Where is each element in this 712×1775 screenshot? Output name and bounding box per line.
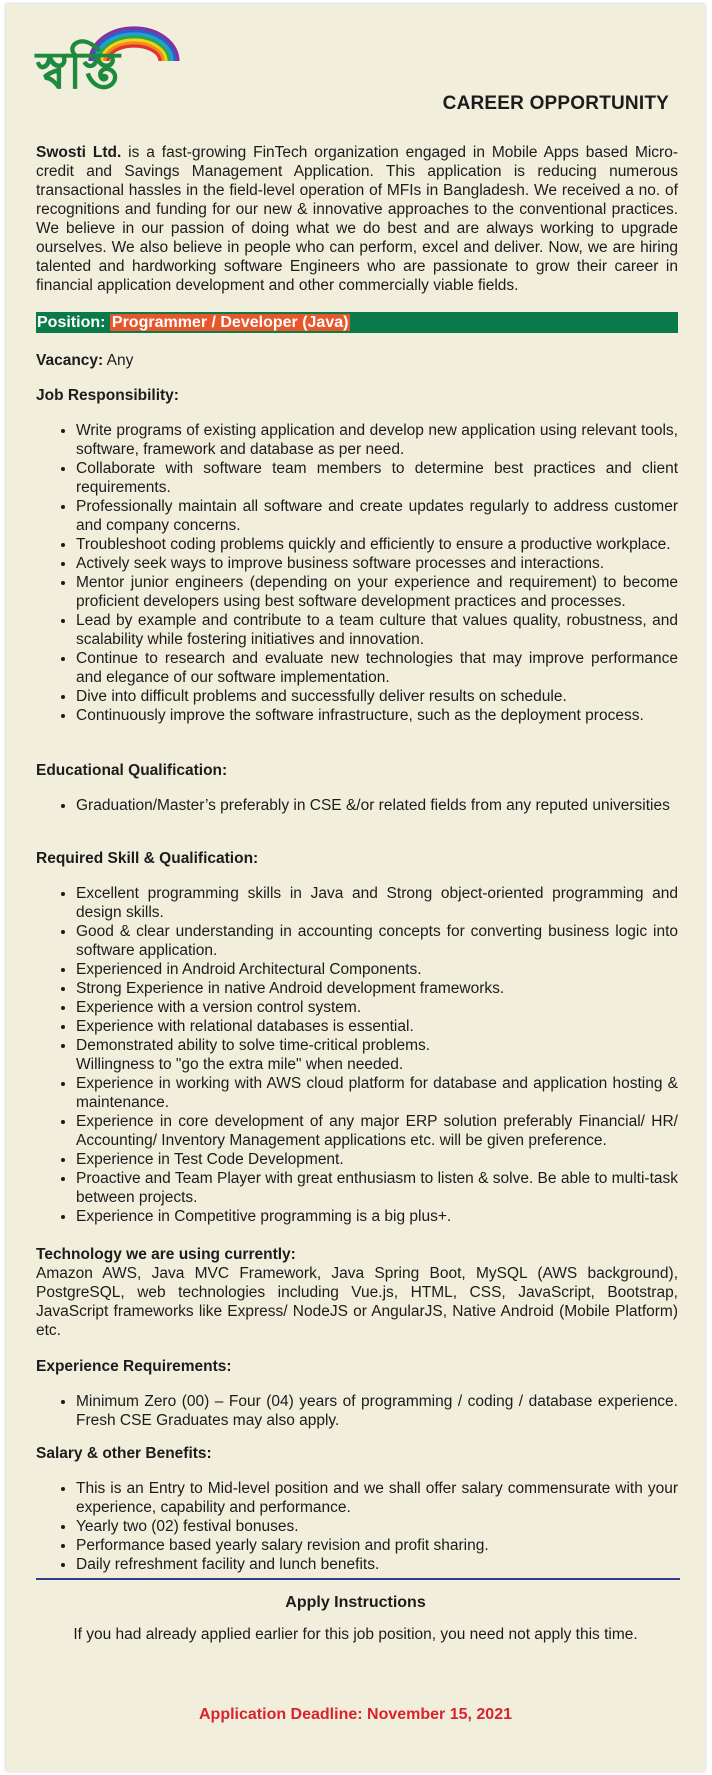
position-bar [36,312,678,333]
list-item: • Proactive and Team Player with great enthusiasm to listen & solve. Be able to multi-task between projects. [76,1169,678,1207]
list-item: • Collaborate with software team members to determine best practices and client requirements. [76,459,678,497]
list-item: • This is an Entry to Mid-level position and we shall offer salary commensurate with your experience, capability and performance. [76,1479,678,1517]
section-heading: Salary & other Benefits: [36,1445,212,1462]
vacancy-line [36,351,678,370]
section-heading: Technology we are using currently: [36,1246,296,1263]
list-item: • Experienced in Android Architectural Components. [76,960,678,979]
list-item: • Dive into difficult problems and successfully deliver results on schedule. [76,687,678,706]
list-item: • Actively seek ways to improve business software processes and interactions. [76,554,678,573]
position-value: Programmer / Developer (Java) [111,314,349,331]
apply-note: If you had already applied earlier for this job position, you need not apply this time. [73,1626,638,1643]
position-label: Position: [37,314,106,331]
skills-section [36,849,678,1226]
list-item: • Daily refreshment facility and lunch benefits. [76,1555,678,1574]
intro-paragraph [36,143,678,295]
list-item: • Yearly two (02) festival bonuses. [76,1517,678,1536]
list-item: • Experience in core development of any major ERP solution preferably Financial/ HR/ Accounting/ Inventory Management applications etc. will be given preference. [76,1112,678,1150]
skills-list [36,884,678,1226]
swosti-logo [34,16,194,102]
list-item: • Write programs of existing application and develop new application using relevant tools, software, framework and database as per need. [76,421,678,459]
section-heading: Experience Requirements: [36,1358,232,1375]
apply-title: Apply Instructions [285,1594,426,1611]
list-item: • Continue to research and evaluate new technologies that may improve performance and elegance of our software implementation. [76,649,678,687]
list-item: • Experience in Test Code Development. [76,1150,678,1169]
divider [36,1578,680,1580]
technology-section [36,1245,678,1340]
list-item: • Mentor junior engineers (depending on your experience and requirement) to become proficient developers using best software development practices and processes. [76,573,678,611]
list-item: • Experience in Competitive programming is a big plus+. [76,1207,678,1226]
page-title: CAREER OPPORTUNITY [442,93,669,114]
education-section [36,761,678,815]
experience-section [36,1357,678,1430]
list-item: • Strong Experience in native Android development frameworks. [76,979,678,998]
job-circular-page [6,4,705,1771]
list-item: • Lead by example and contribute to a team culture that values quality, robustness, and scalability while fostering initiatives and innovation. [76,611,678,649]
list-item: • Continuously improve the software infrastructure, such as the deployment process. [76,706,678,725]
list-item: • Minimum Zero (00) – Four (04) years of programming / coding / database experience. Fresh CSE Graduates may also apply. [76,1392,678,1430]
education-list [36,796,678,815]
responsibility-section [36,386,678,725]
list-item: • Graduation/Master’s preferably in CSE &/or related fields from any reputed universities [76,796,678,815]
logo-wordmark: স্বস্তি [36,41,120,101]
section-heading: Educational Qualification: [36,762,228,779]
section-heading: Required Skill & Qualification: [36,850,259,867]
list-item: • Experience in working with AWS cloud platform for database and application hosting & maintenance. [76,1074,678,1112]
list-item: • Professionally maintain all software and create updates regularly to address customer and company concerns. [76,497,678,535]
list-item: • Troubleshoot coding problems quickly and efficiently to ensure a productive workplace. [76,535,678,554]
technology-text: Amazon AWS, Java MVC Framework, Java Spring Boot, MySQL (AWS background), PostgreSQL, web technologies including Vue.js, HTML, CSS, JavaScript, Bootstrap, JavaScript frameworks like Express/ NodeJS or AngularJS, Native Android (Mobile Platform) etc. [36,1265,678,1339]
intro-text: is a fast-growing FinTech organization engaged in Mobile Apps based Micro-credit and Savings Management Application. This application is reducing numerous transactional hassles in the field-level operation of MFIs in Bangladesh. We received a no. of recognitions and funding for our new & innovative approaches to the conventional practices. We believe in our passion of doing what we do best and are always working to upgrade ourselves. We also believe in people who can perform, excel and deliver. Now, we are hiring talented and hardworking software Engineers who are passionate to grow their career in financial application development and other commercially viable fields. [36,144,678,294]
benefits-list [36,1479,678,1574]
section-heading: Job Responsibility: [36,387,179,404]
list-item: • Performance based yearly salary revision and profit sharing. [76,1536,678,1555]
responsibility-list [36,421,678,725]
experience-list [36,1392,678,1430]
application-deadline: Application Deadline: November 15, 2021 [199,1706,512,1723]
list-item: • Demonstrated ability to solve time-critical problems. Willingness to "go the extra mile" when needed. [76,1036,678,1074]
list-item: • Excellent programming skills in Java and Strong object-oriented programming and design skills. [76,884,678,922]
company-name: Swosti Ltd. [36,144,122,161]
benefits-section [36,1444,678,1574]
vacancy-label: Vacancy: [36,352,104,369]
list-item: • Experience with relational databases is essential. [76,1017,678,1036]
list-item: • Good & clear understanding in accounting concepts for converting business logic into software application. [76,922,678,960]
vacancy-value: Any [106,352,134,369]
list-item: • Experience with a version control system. [76,998,678,1017]
